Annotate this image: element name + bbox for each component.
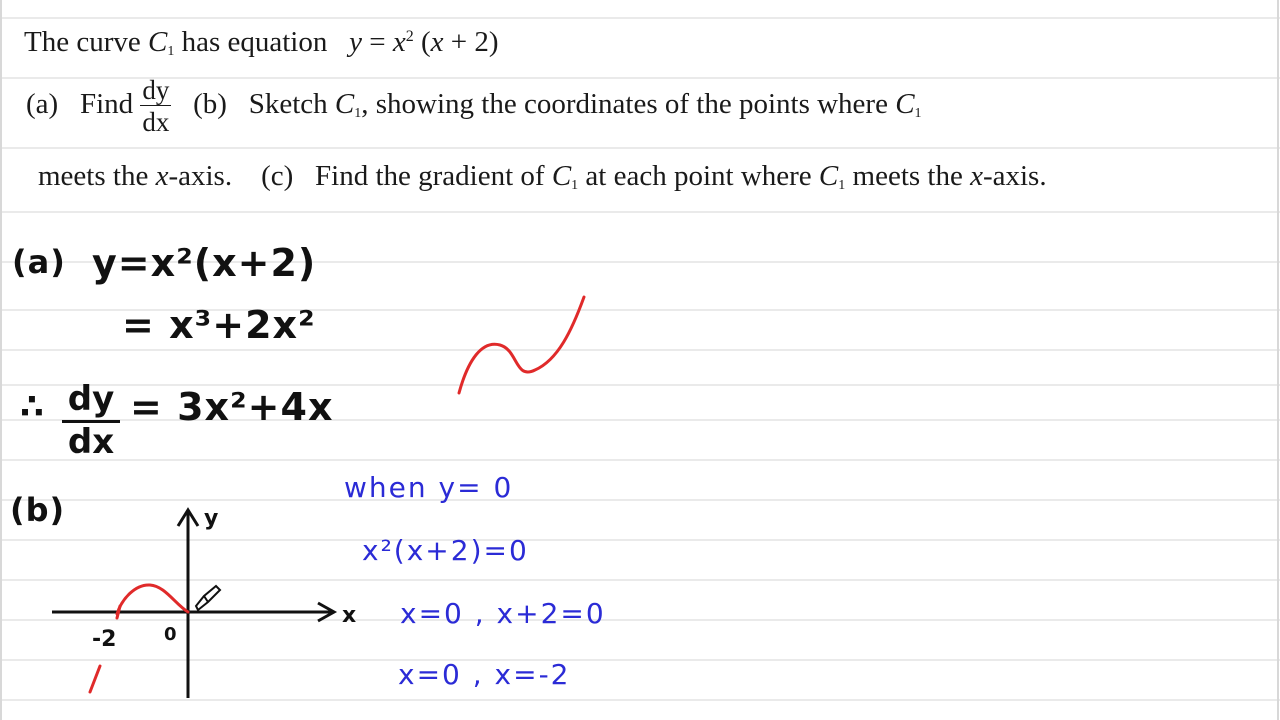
solution-a-fraction-num: dy — [62, 382, 120, 423]
when-y-zero: when y= 0 — [344, 471, 514, 504]
axis-text-2: -axis. — [982, 160, 1047, 192]
red-cubic-curve — [117, 585, 188, 614]
red-curve-tail — [90, 666, 100, 692]
part-a-label: (a) — [26, 88, 59, 120]
solution-a-result: = 3x²+4x — [130, 385, 334, 429]
fraction-numerator: dy — [142, 75, 170, 105]
x-variable-2: x — [970, 160, 983, 192]
solution-a-line-1: y=x²(x+2) — [92, 241, 317, 285]
equation-power: 2 — [405, 28, 414, 45]
find-text: Find — [79, 88, 134, 120]
curve-subscript-2: 1 — [354, 106, 362, 121]
equation-close: + 2) — [443, 26, 499, 58]
x-axis-label: x — [342, 603, 357, 628]
equation-open: ( — [413, 26, 431, 58]
red-curve-mark — [117, 606, 120, 618]
curve-name-3: C — [895, 88, 915, 120]
equation-y: y — [349, 26, 362, 58]
curve-subscript-5: 1 — [838, 178, 846, 193]
equation-x2: x — [430, 26, 444, 58]
curve-subscript-4: 1 — [571, 178, 579, 193]
pen-cursor-icon — [196, 586, 220, 610]
solution-a-label: (a) — [12, 243, 66, 281]
x-variable: x — [155, 160, 169, 192]
curve-name-5: C — [818, 160, 839, 192]
find-gradient-text: Find the gradient of — [315, 160, 545, 192]
step-roots: x=0 , x=-2 — [398, 658, 571, 691]
question-mid: has equation — [181, 26, 328, 58]
axis-text: -axis. — [168, 160, 233, 192]
solution-a-fraction-den: dx — [67, 421, 115, 462]
question-lead: The curve — [24, 26, 141, 58]
curve-name: C — [148, 26, 168, 58]
solution-a-line-2: = x³+2x² — [122, 303, 316, 347]
solution-b-label: (b) — [10, 491, 66, 529]
y-axis-label: y — [204, 506, 219, 531]
tick-label-zero: 0 — [164, 624, 177, 645]
step-factorised: x²(x+2)=0 — [362, 534, 529, 567]
curve-subscript-3: 1 — [914, 106, 922, 121]
equation-x: x — [392, 26, 406, 58]
curve-name-4: C — [551, 160, 572, 192]
meets-text: meets the — [38, 160, 149, 192]
equation-equals: = — [361, 26, 393, 58]
meets-text-2: meets the — [852, 160, 963, 192]
part-b-label: (b) — [193, 88, 227, 120]
part-c-label: (c) — [261, 160, 294, 192]
curve-subscript: 1 — [167, 44, 175, 59]
showing-text: , showing the coordinates of the points where — [361, 88, 888, 120]
each-point-text: at each point where — [585, 160, 812, 192]
therefore-symbol: ∴ — [20, 387, 45, 427]
tick-label-neg2: -2 — [92, 627, 117, 652]
curve-name-2: C — [334, 88, 355, 120]
fraction-denominator: dx — [142, 107, 170, 138]
sketch-text: Sketch — [248, 88, 328, 120]
step-roots-eq: x=0 , x+2=0 — [400, 597, 606, 630]
red-trial-curve — [459, 297, 584, 393]
